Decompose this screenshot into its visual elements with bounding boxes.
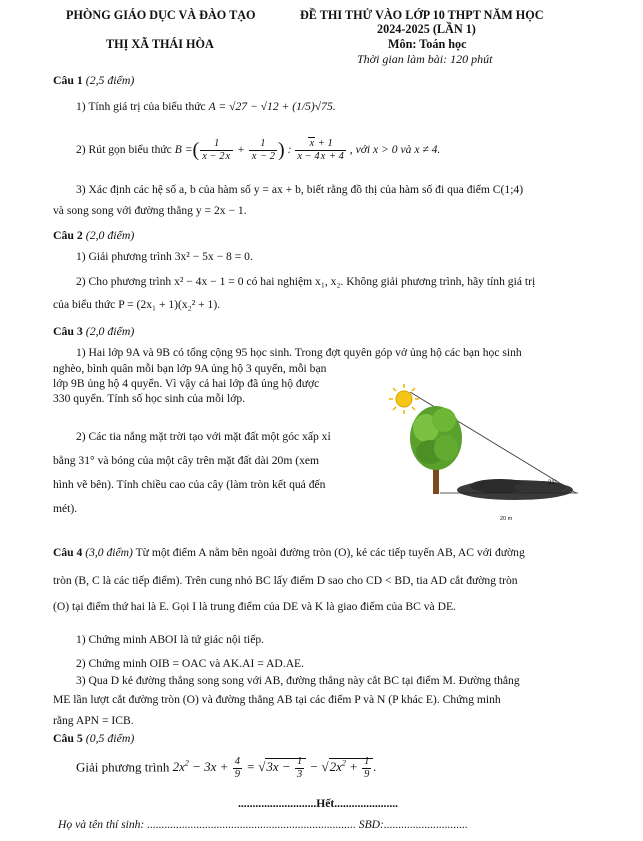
q1-part1 [76, 100, 336, 113]
q3-part1-line4: 330 quyển. Tính số học sinh của mỗi lớp. [53, 392, 246, 405]
q4-text-line3: (O) tại điểm thứ hai là E. Gọi I là trung điểm của DE và K là giao điểm của BC và DE. [53, 600, 456, 613]
question-1-title: Câu 1 [53, 73, 83, 87]
q4-part3-line1: 3) Qua D kẻ đường thẳng song song với AB, đường thẳng này cắt BC tại điểm M. Đường thẳng [76, 674, 520, 687]
q1-part3-line1: 3) Xác định các hệ số a, b của hàm số y = ax + b, biết rằng đồ thị của hàm số đi qua điểm C(1;4) [76, 183, 524, 196]
q2-part2-line1: 2) Cho phương trình x² − 4x − 1 = 0 có hai nghiệm x₁, x₂. Không giải phương trình, hãy tính giá trị [76, 275, 536, 288]
question-3-title: Câu 3 [53, 324, 83, 338]
q1-part1-text: 1) Tính giá trị của biểu thức [76, 100, 206, 113]
question-4-title: Câu 4 [53, 546, 83, 559]
q4-part3-line2: ME lần lượt cắt đường tròn (O) và đường thẳng AB tại các điểm P và N (P khác E). Chứng minh [53, 693, 501, 706]
q1-part1-expression: A = √27 − √12 + (1/5)√75. [208, 100, 336, 113]
q1-part3-line2: và song song với đường thẳng y = 2x − 1. [53, 204, 247, 217]
q3-part2-line4: mét). [53, 502, 78, 515]
question-4-points: (3,0 điểm) [85, 546, 133, 559]
q3-part1-line3: lớp 9B ủng hộ 4 quyển. Vì vậy cả hai lớp đã ủng hộ được [53, 377, 320, 390]
question-3-points: (2,0 điểm) [85, 324, 135, 338]
q5-text: Giải phương trình [76, 759, 170, 775]
q4-part3-line3: rằng APN = ICB. [53, 714, 134, 727]
q1-part2-text: 2) Rút gọn biểu thức [76, 143, 172, 157]
q2-part2-line2: của biểu thức P = (2x₁ + 1)(x₂² + 1). [53, 298, 221, 311]
q3-part1-line1: 1) Hai lớp 9A và 9B có tổng cộng 95 học sinh. Trong đợt quyên góp vở ủng hộ các bạn học sinh [76, 346, 522, 359]
sun-icon [389, 384, 419, 414]
angle-label: 31° [548, 480, 558, 486]
question-5-heading [53, 731, 134, 746]
question-5-points: (0,5 điểm) [85, 731, 135, 745]
candidate-info-line: Họ và tên thí sinh: ........................................................................ SBD:............................. [58, 818, 468, 831]
q4-text-line1: Từ một điểm A nằm bên ngoài đường tròn (O), kẻ các tiếp tuyến AB, AC với đường [135, 546, 525, 559]
q1-part2-condition: , với x > 0 và x ≠ 4. [349, 143, 441, 157]
department-town: THỊ XÃ THÁI HÒA [106, 37, 214, 51]
q3-part2-line3: hình vẽ bên). Tính chiều cao của cây (làm tròn kết quả đến [53, 478, 326, 491]
exam-title: ĐỀ THI THỬ VÀO LỚP 10 THPT NĂM HỌC [300, 8, 544, 22]
question-5-title: Câu 5 [53, 731, 83, 745]
q4-text-line2: tròn (B, C là các tiếp điểm). Trên cung nhỏ BC lấy điểm D sao cho CD < BD, tia AD cắt đường tròn [53, 574, 518, 587]
tree-icon [410, 406, 462, 470]
question-2-points: (2,0 điểm) [85, 228, 135, 242]
question-1-points: (2,5 điểm) [85, 73, 135, 87]
exam-duration: Thời gian làm bài: 120 phút [357, 52, 493, 66]
exam-year: 2024-2025 (LẦN 1) [377, 22, 476, 36]
question-3-heading [53, 324, 134, 339]
q5-expression: $2x^2 - 3x$ + $\frac{4}{9}$ = √3x − $\frac{1}{3}$ − $√2x^2$ + $\frac{1}{9}$ . [172, 756, 377, 780]
question-1-heading [53, 73, 134, 88]
q1-part2-expression: B =( $\frac{1}{x - 2x}$ + $\frac{1}{x - 2}$ ) : $\frac{x + 1}{x - 4x + 4}$ [174, 138, 344, 162]
question-2-heading [53, 228, 134, 243]
exam-subject: Môn: Toán học [388, 37, 467, 51]
end-marker: ...........................Hết...................... [238, 797, 399, 810]
department-name: PHÒNG GIÁO DỤC VÀ ĐÀO TẠO [66, 8, 256, 22]
tree-shadow-figure [380, 380, 585, 528]
q2-part1: 1) Giải phương trình 3x² − 5x − 8 = 0. [76, 250, 253, 263]
q1-part2 [76, 138, 440, 163]
q4-line1 [53, 546, 525, 559]
q3-part1-line2: nghèo, bình quân mỗi bạn lớp 9A ủng hộ 3 quyển, mỗi bạn [53, 362, 327, 375]
shadow-length-label: 20 m [500, 516, 513, 522]
q3-part2-line1: 2) Các tia nắng mặt trời tạo với mặt đất một góc xấp xỉ [76, 430, 331, 443]
question-2-title: Câu 2 [53, 228, 83, 242]
q3-part2-line2: bằng 31° và bóng của một cây trên mặt đất dài 20m (xem [53, 454, 320, 467]
q4-part1: 1) Chứng minh ABOI là tứ giác nội tiếp. [76, 633, 265, 646]
q5-equation [76, 756, 377, 781]
q4-part2: 2) Chứng minh OIB = OAC và AK.AI = AD.AE. [76, 657, 305, 670]
